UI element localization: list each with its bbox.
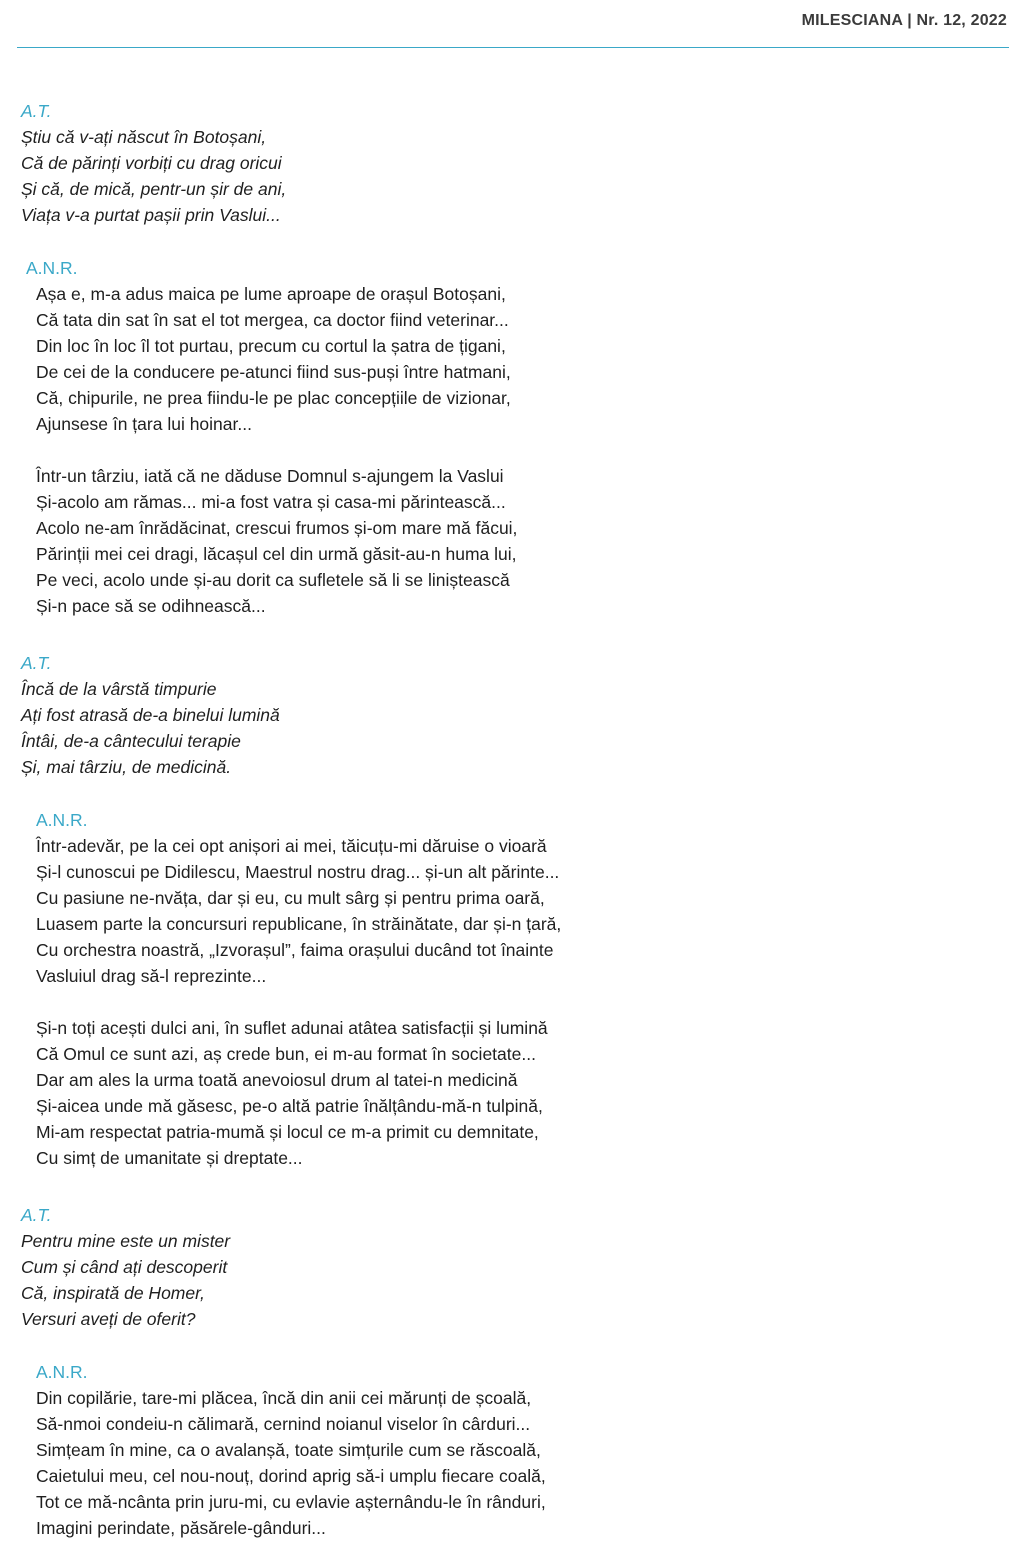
verse-line: Versuri aveți de oferit? [21, 1309, 196, 1329]
verse-line: Simțeam în mine, ca o avalanșă, toate simțurile cum se răscoală, [36, 1440, 541, 1460]
verse-line: Întâi, de-a cântecului terapie [21, 731, 241, 751]
verse-line: Cum și când ați descoperit [21, 1257, 228, 1277]
stanza-gap [36, 989, 561, 1015]
verse-line: Și-aicea unde mă găsesc, pe-o altă patrie înălțându-mă-n tulpină, [36, 1096, 543, 1116]
verse-line: Și, mai târziu, de medicină. [21, 757, 232, 777]
speaker-label: A.T. [21, 1205, 52, 1225]
journal-title: MILESCIANA | Nr. 12, 2022 [801, 12, 1007, 29]
verse-line: Și-acolo am rămas... mi-a fost vatra și casa-mi părintească... [36, 492, 506, 512]
verse-line: Cu orchestra noastră, „Izvorașul”, faima orașului ducând tot înainte [36, 940, 554, 960]
verse-line: Luasem parte la concursuri republicane, în străinătate, dar și-n țară, [36, 914, 562, 934]
verse-line: Cu simț de umanitate și dreptate... [36, 1148, 303, 1168]
speaker-label: A.N.R. [36, 1362, 88, 1382]
verse-line: Încă de la vârstă timpurie [21, 679, 217, 699]
question-block [21, 98, 286, 228]
verse-line: De cei de la conducere pe-atunci fiind sus-puși între hatmani, [36, 362, 511, 382]
verse-line: Viața v-a purtat pașii prin Vaslui... [21, 205, 281, 225]
verse-line: Într-un târziu, iată că ne dăduse Domnul s-ajungem la Vaslui [36, 466, 504, 486]
verse-line: Cu pasiune ne-nvăța, dar și eu, cu mult sârg și pentru prima oară, [36, 888, 545, 908]
verse-line: Imagini perindate, păsărele-gânduri... [36, 1518, 326, 1538]
verse-line: Că, inspirată de Homer, [21, 1283, 205, 1303]
verse-line: Și-n toți acești dulci ani, în suflet adunai atâtea satisfacții și lumină [36, 1018, 548, 1038]
verse-line: Ajunsese în țara lui hoinar... [36, 414, 252, 434]
verse-line: Tot ce mă-ncânta prin juru-mi, cu evlavie așternându-le în rânduri, [36, 1492, 546, 1512]
speaker-label: A.T. [21, 653, 52, 673]
speaker-label: A.T. [21, 101, 52, 121]
verse-line: Din loc în loc îl tot purtau, precum cu cortul la șatra de țigani, [36, 336, 506, 356]
verse-line: Dar am ales la urma toată anevoiosul drum al tatei-n medicină [36, 1070, 518, 1090]
verse-line: Și-l cunoscui pe Didilescu, Maestrul nostru drag... și-un alt părinte... [36, 862, 560, 882]
question-block [21, 650, 280, 780]
verse-line: Pentru mine este un mister [21, 1231, 231, 1251]
answer-block [26, 255, 517, 619]
verse-line: Din copilărie, tare-mi plăcea, încă din anii cei mărunți de școală, [36, 1388, 532, 1408]
verse-line: Că Omul ce sunt azi, aș crede bun, ei m-au format în societate... [36, 1044, 536, 1064]
verse-line: Așa e, m-a adus maica pe lume aproape de orașul Botoșani, [36, 284, 506, 304]
stanza-gap [36, 437, 517, 463]
verse-line: Să-nmoi condeiu-n călimară, cernind noianul viselor în cârduri... [36, 1414, 531, 1434]
verse-line: Caietului meu, cel nou-nouț, dorind aprig să-i umplu fiecare coală, [36, 1466, 546, 1486]
verse-line: Știu că v-ați născut în Botoșani, [21, 127, 267, 147]
verse-line: Și că, de mică, pentr-un șir de ani, [21, 179, 287, 199]
verse-line: Ați fost atrasă de-a binelui lumină [21, 705, 280, 725]
answer-block [36, 1359, 546, 1541]
verse-line: Părinții mei cei dragi, lăcașul cel din urmă găsit-au-n huma lui, [36, 544, 517, 564]
verse-line: Că de părinți vorbiți cu drag oricui [21, 153, 282, 173]
verse-line: Că tata din sat în sat el tot mergea, ca doctor fiind veterinar... [36, 310, 509, 330]
speaker-label: A.N.R. [26, 258, 78, 278]
verse-line: Că, chipurile, ne prea fiindu-le pe plac concepțiile de vizionar, [36, 388, 511, 408]
verse-line: Și-n pace să se odihnească... [36, 596, 266, 616]
question-block [21, 1202, 230, 1332]
answer-block [36, 807, 561, 1171]
speaker-label: A.N.R. [36, 810, 88, 830]
verse-line: Acolo ne-am înrădăcinat, crescui frumos și-om mare mă făcui, [36, 518, 518, 538]
verse-line: Vasluiul drag să-l reprezinte... [36, 966, 267, 986]
page-header [17, 0, 1009, 48]
verse-line: Pe veci, acolo unde și-au dorit ca sufletele să li se liniștească [36, 570, 510, 590]
verse-line: Mi-am respectat patria-mumă și locul ce m-a primit cu demnitate, [36, 1122, 539, 1142]
verse-line: Într-adevăr, pe la cei opt anișori ai mei, tăicuțu-mi dăruise o vioară [36, 836, 547, 856]
